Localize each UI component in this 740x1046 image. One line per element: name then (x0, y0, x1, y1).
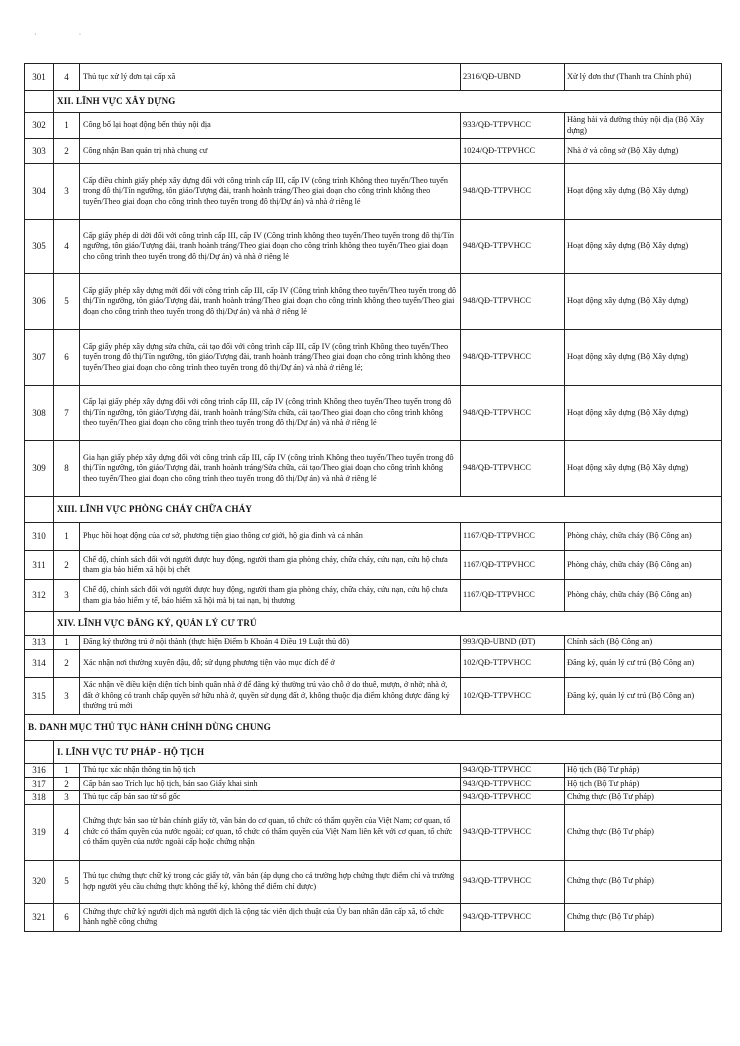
sub-number: 6 (54, 330, 80, 386)
section-header-row (25, 612, 722, 636)
table-row (25, 220, 722, 274)
section-spacer (25, 612, 54, 636)
field-name: Chính sách (Bộ Công an) (565, 636, 722, 650)
procedure-name: Gia hạn giấy phép xây dựng đối với công trình cấp III, cấp IV (công trình Không theo tuyến/Theo tuyến trong đô thị/Tín ngưỡng, tôn giáo/Tượng đài, tranh hoành tráng/Sửa chữa, cải tạo/Theo giai đoạn cho công trình không theo tuyến/Theo giai đoạn cho công trình theo tuyến trong đô thị/Dự án) và nhà ở riêng lẻ (80, 441, 461, 497)
procedure-name: Thủ tục chứng thực chữ ký trong các giấy tờ, văn bản (áp dụng cho cả trường hợp chứng thực điểm chỉ và trường hợp người yêu cầu chứng thực không thể ký, không thể điểm chỉ được) (80, 860, 461, 903)
procedure-name: Công bố lại hoạt động bến thủy nội địa (80, 113, 461, 139)
field-name: Hoạt động xây dựng (Bộ Xây dựng) (565, 274, 722, 330)
field-name: Phòng cháy, chữa cháy (Bộ Công an) (565, 580, 722, 612)
row-number: 307 (25, 330, 54, 386)
row-number: 318 (25, 791, 54, 805)
part-title: B. DANH MỤC THỦ TỤC HÀNH CHÍNH DÙNG CHUNG (25, 715, 722, 741)
field-name: Hộ tịch (Bộ Tư pháp) (565, 764, 722, 778)
sub-number: 3 (54, 580, 80, 612)
row-number: 310 (25, 523, 54, 551)
decision-number: 948/QĐ-TTPVHCC (461, 164, 565, 220)
row-number: 319 (25, 804, 54, 860)
field-name: Đăng ký, quản lý cư trú (Bộ Công an) (565, 678, 722, 715)
table-row (25, 580, 722, 612)
row-number: 302 (25, 113, 54, 139)
field-name: Hoạt động xây dựng (Bộ Xây dựng) (565, 220, 722, 274)
field-name: Xử lý đơn thư (Thanh tra Chính phủ) (565, 64, 722, 91)
decision-number: 943/QĐ-TTPVHCC (461, 777, 565, 791)
sub-number: 2 (54, 650, 80, 678)
section-title: XIII. LĨNH VỰC PHÒNG CHÁY CHỮA CHÁY (54, 497, 722, 523)
row-number: 312 (25, 580, 54, 612)
table-row (25, 113, 722, 139)
decision-number: 1167/QĐ-TTPVHCC (461, 551, 565, 580)
section-spacer (25, 497, 54, 523)
field-name: Nhà ở và công sở (Bộ Xây dựng) (565, 139, 722, 164)
procedure-name: Thủ tục xác nhận thông tin hộ tịch (80, 764, 461, 778)
sub-number: 4 (54, 64, 80, 91)
sub-number: 1 (54, 764, 80, 778)
section-header-row (25, 91, 722, 113)
sub-number: 7 (54, 386, 80, 441)
part-header-row (25, 715, 722, 741)
table-row (25, 860, 722, 903)
field-name: Chứng thực (Bộ Tư pháp) (565, 791, 722, 805)
field-name: Phòng cháy, chữa cháy (Bộ Công an) (565, 523, 722, 551)
sub-number: 3 (54, 791, 80, 805)
decision-number: 948/QĐ-TTPVHCC (461, 274, 565, 330)
decision-number: 943/QĐ-TTPVHCC (461, 903, 565, 931)
decision-number: 943/QĐ-TTPVHCC (461, 791, 565, 805)
procedure-name: Cấp giấy phép xây dựng sửa chữa, cải tạo đối với công trình cấp III, cấp IV (công trình Không theo tuyến/Theo tuyến trong đô thị/Tín ngưỡng, tôn giáo/Tượng đài, tranh hoành tráng/Theo giai đoạn cho công trình không theo tuyến/Theo giai đoạn cho công trình theo tuyến trong đô thị/Dự án) và nhà ở riêng lẻ; (80, 330, 461, 386)
decision-number: 943/QĐ-TTPVHCC (461, 860, 565, 903)
procedure-name: Xác nhận về điều kiện diện tích bình quân nhà ở để đăng ký thường trú vào chỗ ở do thuê, mượn, ở nhờ; nhà ở, đất ở không có tranh chấp quyền sở hữu nhà ở, quyền sử dụng đất ở, không thuộc địa điểm không được đăng ký thường trú mới (80, 678, 461, 715)
row-number: 301 (25, 64, 54, 91)
sub-number: 1 (54, 636, 80, 650)
table-row (25, 274, 722, 330)
table-row (25, 678, 722, 715)
table-row (25, 330, 722, 386)
procedure-name: Xác nhận nơi thường xuyên đậu, đỗ; sử dụng phương tiện vào mục đích để ở (80, 650, 461, 678)
row-number: 303 (25, 139, 54, 164)
sub-number: 1 (54, 523, 80, 551)
decision-number: 102/QĐ-TTPVHCC (461, 650, 565, 678)
procedure-table (24, 63, 722, 932)
row-number: 313 (25, 636, 54, 650)
sub-number: 5 (54, 274, 80, 330)
field-name: Hộ tịch (Bộ Tư pháp) (565, 777, 722, 791)
decision-number: 948/QĐ-TTPVHCC (461, 330, 565, 386)
section-spacer (25, 91, 54, 113)
row-number: 309 (25, 441, 54, 497)
field-name: Phòng cháy, chữa cháy (Bộ Công an) (565, 551, 722, 580)
decision-number: 933/QĐ-TTPVHCC (461, 113, 565, 139)
sub-number: 8 (54, 441, 80, 497)
decision-number: 993/QĐ-UBND (ĐT) (461, 636, 565, 650)
table-row (25, 551, 722, 580)
row-number: 311 (25, 551, 54, 580)
sub-number: 3 (54, 164, 80, 220)
row-number: 308 (25, 386, 54, 441)
row-number: 317 (25, 777, 54, 791)
sub-number: 1 (54, 113, 80, 139)
decision-number: 948/QĐ-TTPVHCC (461, 220, 565, 274)
field-name: Hoạt động xây dựng (Bộ Xây dựng) (565, 386, 722, 441)
procedure-name: Cấp điều chỉnh giấy phép xây dựng đối với công trình cấp III, cấp IV (công trình Không theo tuyến/Theo tuyến trong đô thị/Tín ngưỡng, tôn giáo/Tượng đài, tranh hoành tráng/Theo giai đoạn cho công trình không theo tuyến/Theo giai đoạn cho công trình theo tuyến trong đô thị/Dự án) và nhà ở riêng lẻ (80, 164, 461, 220)
field-name: Hoạt động xây dựng (Bộ Xây dựng) (565, 164, 722, 220)
sub-number: 3 (54, 678, 80, 715)
decision-number: 1167/QĐ-TTPVHCC (461, 580, 565, 612)
section-title: XIV. LĨNH VỰC ĐĂNG KÝ, QUẢN LÝ CƯ TRÚ (54, 612, 722, 636)
field-name: Chứng thực (Bộ Tư pháp) (565, 860, 722, 903)
procedure-name: Cấp lại giấy phép xây dựng đối với công trình cấp III, cấp IV (công trình Không theo tuyến/Theo tuyến trong đô thị/Tín ngưỡng, tôn giáo/Tượng đài, tranh hoành tráng/Sửa chữa, cải tạo/Theo giai đoạn cho công trình không theo tuyến/Theo giai đoạn cho công trình theo tuyến trong đô thị/Dự án) và nhà ở riêng lẻ (80, 386, 461, 441)
field-name: Hoạt động xây dựng (Bộ Xây dựng) (565, 330, 722, 386)
sub-number: 5 (54, 860, 80, 903)
row-number: 321 (25, 903, 54, 931)
section-title: I. LĨNH VỰC TƯ PHÁP - HỘ TỊCH (54, 741, 722, 764)
row-number: 306 (25, 274, 54, 330)
decision-number: 1024/QĐ-TTPVHCC (461, 139, 565, 164)
section-header-row (25, 497, 722, 523)
table-row (25, 523, 722, 551)
row-number: 320 (25, 860, 54, 903)
table-row (25, 791, 722, 805)
procedure-name: Phục hồi hoạt động của cơ sở, phương tiện giao thông cơ giới, hộ gia đình và cá nhân (80, 523, 461, 551)
table-row (25, 903, 722, 931)
sub-number: 2 (54, 139, 80, 164)
table-row (25, 636, 722, 650)
table-row (25, 441, 722, 497)
procedure-table-body (25, 64, 722, 932)
table-row (25, 164, 722, 220)
table-row (25, 139, 722, 164)
row-number: 316 (25, 764, 54, 778)
decision-number: 948/QĐ-TTPVHCC (461, 386, 565, 441)
procedure-name: Chứng thực bản sao từ bản chính giấy tờ, văn bản do cơ quan, tổ chức có thẩm quyền của Việt Nam; cơ quan, tổ chức có thẩm quyền của nước ngoài; cơ quan, tổ chức có thẩm quyền của Việt Nam liên kết với cơ quan, tổ chức có thẩm quyền của nước ngoài cấp hoặc chứng nhận (80, 804, 461, 860)
sub-number: 6 (54, 903, 80, 931)
sub-number: 4 (54, 220, 80, 274)
procedure-name: Cấp giấy phép di dời đối với công trình cấp III, cấp IV (Công trình không theo tuyến/Theo tuyến trong đô thị/Tín ngưỡng, tôn giáo/Tượng đài, tranh hoành tráng/Theo giai đoạn cho công trình không theo tuyến/Theo giai đoạn cho công trình theo tuyến trong đô thị/Dự án) và nhà ở riêng lẻ (80, 220, 461, 274)
table-row (25, 64, 722, 91)
table-row (25, 764, 722, 778)
field-name: Chứng thực (Bộ Tư pháp) (565, 804, 722, 860)
scan-marks: · · (34, 30, 102, 39)
procedure-name: Cấp bản sao Trích lục hộ tịch, bản sao Giấy khai sinh (80, 777, 461, 791)
procedure-name: Cấp giấy phép xây dựng mới đối với công trình cấp III, cấp IV (Công trình không theo tuyến/Theo tuyến trong đô thị/Tín ngưỡng, tôn giáo/Tượng đài, tranh hoành tráng/Theo giai đoạn cho công trình không theo tuyến/Theo giai đoạn cho công trình theo tuyến trong đô thị/Dự án) và nhà ở riêng lẻ (80, 274, 461, 330)
sub-number: 2 (54, 777, 80, 791)
row-number: 304 (25, 164, 54, 220)
procedure-name: Thủ tục cấp bản sao từ sổ gốc (80, 791, 461, 805)
table-row (25, 650, 722, 678)
sub-number: 4 (54, 804, 80, 860)
row-number: 314 (25, 650, 54, 678)
decision-number: 102/QĐ-TTPVHCC (461, 678, 565, 715)
section-spacer (25, 741, 54, 764)
table-row (25, 777, 722, 791)
field-name: Đăng ký, quản lý cư trú (Bộ Công an) (565, 650, 722, 678)
sub-number: 2 (54, 551, 80, 580)
procedure-name: Chứng thực chữ ký người dịch mà người dịch là cộng tác viên dịch thuật của Ủy ban nhân dân cấp xã, tổ chức hành nghề công chứng (80, 903, 461, 931)
procedure-name: Thủ tục xử lý đơn tại cấp xã (80, 64, 461, 91)
section-header-row (25, 741, 722, 764)
decision-number: 948/QĐ-TTPVHCC (461, 441, 565, 497)
procedure-name: Công nhận Ban quản trị nhà chung cư (80, 139, 461, 164)
section-title: XII. LĨNH VỰC XÂY DỰNG (54, 91, 722, 113)
decision-number: 2316/QĐ-UBND (461, 64, 565, 91)
table-row (25, 386, 722, 441)
field-name: Chứng thực (Bộ Tư pháp) (565, 903, 722, 931)
procedure-name: Chế độ, chính sách đối với người được huy động, người tham gia phòng cháy, chữa cháy, cứu nạn, cứu hộ chưa tham gia bảo hiểm xã hội bị chết (80, 551, 461, 580)
decision-number: 1167/QĐ-TTPVHCC (461, 523, 565, 551)
decision-number: 943/QĐ-TTPVHCC (461, 804, 565, 860)
table-row (25, 804, 722, 860)
row-number: 305 (25, 220, 54, 274)
field-name: Hàng hải và đường thủy nội địa (Bộ Xây dựng) (565, 113, 722, 139)
row-number: 315 (25, 678, 54, 715)
procedure-name: Chế độ, chính sách đối với người được huy động, người tham gia phòng cháy, chữa cháy, cứu nạn, cứu hộ chưa tham gia bảo hiểm y tế, bảo hiểm xã hội mà bị tai nạn, bị thương (80, 580, 461, 612)
decision-number: 943/QĐ-TTPVHCC (461, 764, 565, 778)
procedure-name: Đăng ký thường trú ở nội thành (thực hiện Điểm b Khoản 4 Điều 19 Luật thủ đô) (80, 636, 461, 650)
field-name: Hoạt động xây dựng (Bộ Xây dựng) (565, 441, 722, 497)
